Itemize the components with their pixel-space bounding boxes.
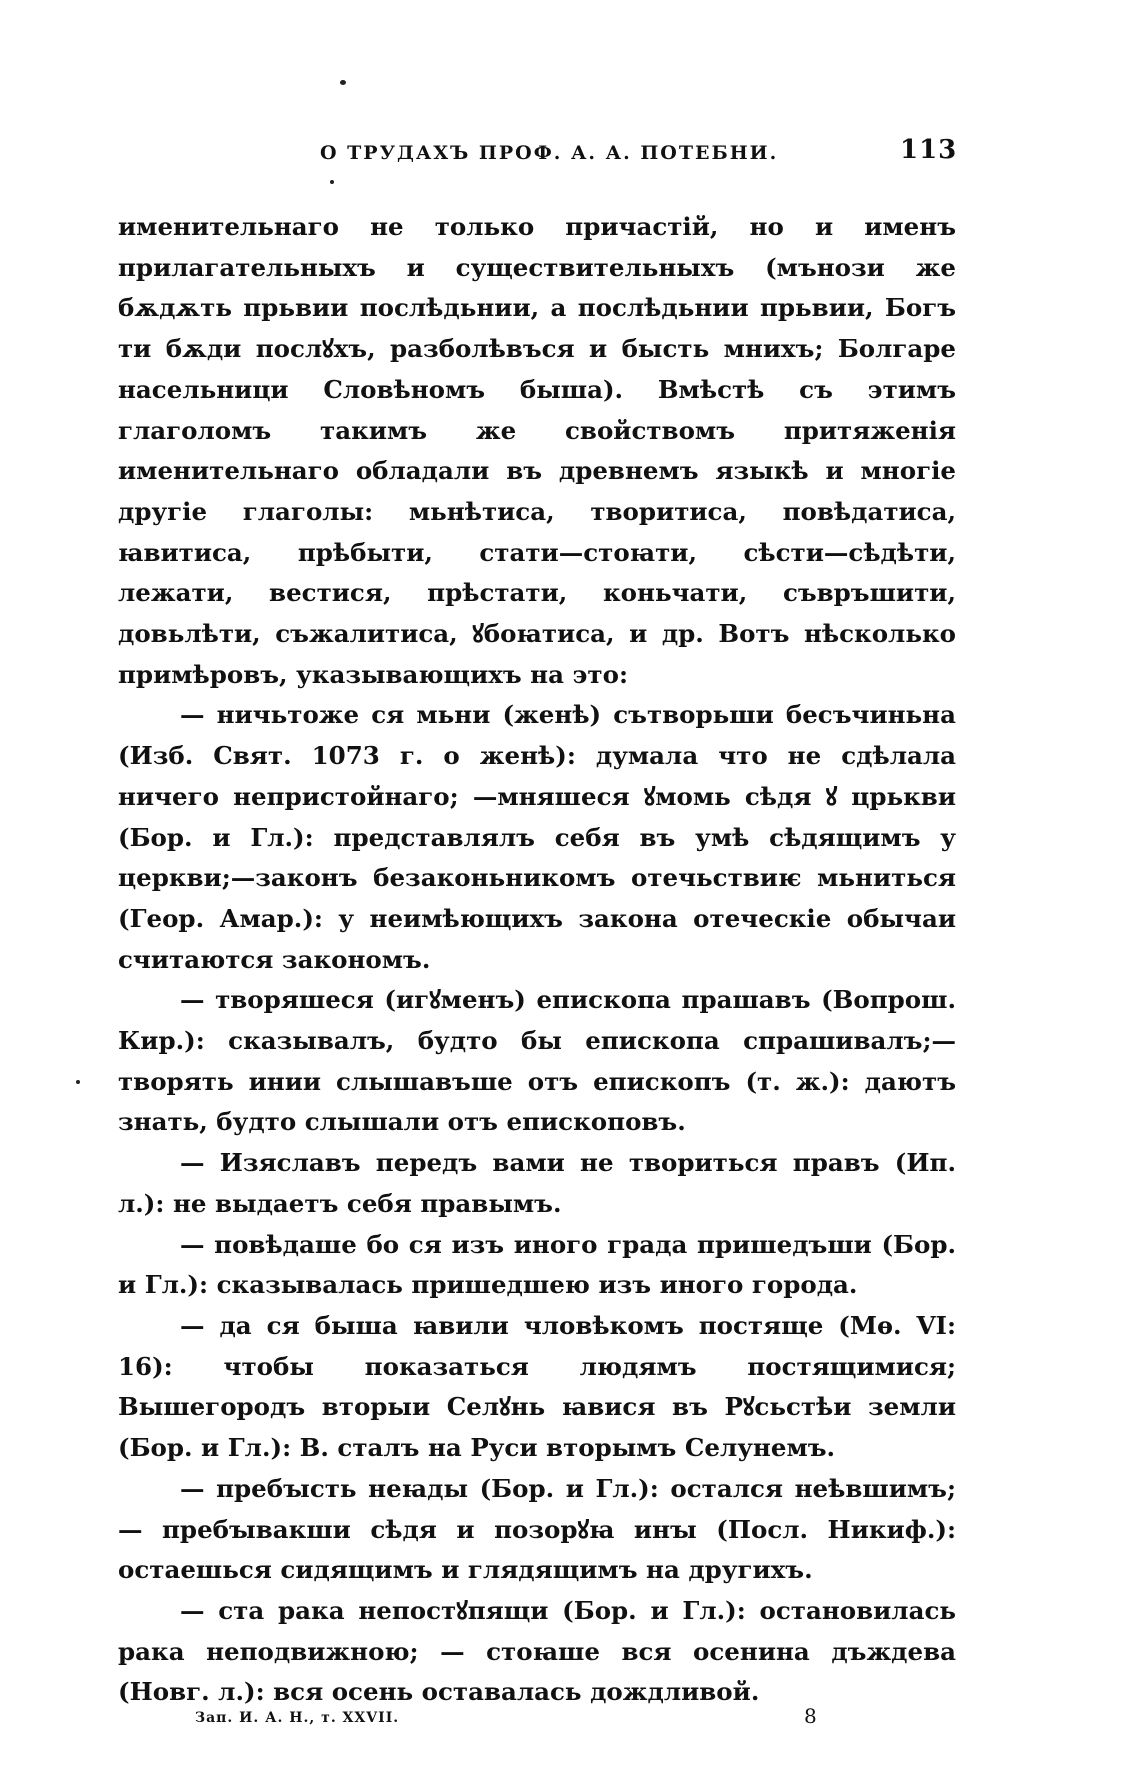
footer-signature: Зап. И. А. Н., т. XXVII. [195, 1710, 400, 1726]
paragraph: — ста рака непостꙋпящи (Бор. и Гл.): остановилась рака неподвижною; — стоꙗше вся осенина дъждева (Новг. л.): вся осень оставалась дождливой. [118, 1595, 956, 1707]
paragraph: именительнаго не только причастій, но и именъ прилагательныхъ и существительныхъ (мънози же бѫдѫть прьвии послѣдьнии, а послѣдьнии прьвии, Богъ ти бѫди послꙋхъ, разболѣвъся и бысть мнихъ; Болгаре насельници Словѣномъ быша). Вмѣстѣ съ этимъ глаголомъ такимъ же свойствомъ притяженія именительнаго обладали въ древнемъ языкѣ и многіе другіе глаголы: мьнѣтиса, творитиса, повѣдатиса, ꙗвитиса, прѣбыти, стати—стоꙗти, сѣсти—сѣдѣти, лежати, вестися, прѣстати, коньчати, съвръшити, довьлѣти, съжалитиса, ꙋбоꙗтиса, и др. Вотъ нѣсколько примѣровъ, указывающихъ на это: [118, 212, 956, 689]
page-number: 113 [900, 135, 958, 165]
paragraph: — пребꙑсть неꙗды (Бор. и Гл.): остался неѣвшимъ; — пребꙑвакши сѣдя и позорꙋꙗ инꙑ (Посл. Никиф.): остаешься сидящимъ и глядящимъ на другихъ. [118, 1473, 956, 1585]
footer-sheet-number: 8 [804, 1704, 817, 1728]
running-title: О ТРУДАХЪ ПРОФ. А. А. ПОТЕБНИ. [320, 142, 779, 164]
print-speck [340, 80, 346, 85]
paragraph: — Изяславъ передъ вами не твориться правъ (Ип. л.): не выдаетъ себя правымъ. [118, 1148, 956, 1218]
paragraph: — да ся быша ꙗвили чловѣкомъ постяще (Мѳ. VI: 16): чтобы показаться людямъ постящимися; Вышегородъ вторыи Селꙋнь ꙗвися въ Рꙋсьстѣи земли (Бор. и Гл.): В. сталъ на Руси вторымъ Селунемъ. [118, 1310, 956, 1463]
body-text [118, 207, 956, 1713]
print-speck [76, 1080, 80, 1084]
paragraph: — творяшеся (игꙋменъ) епископа прашавъ (Вопрош. Кир.): сказывалъ, будто бы епископа спрашивалъ;—творять инии слышавъше отъ епископъ (т. ж.): даютъ знать, будто слышали отъ епископовъ. [118, 985, 956, 1137]
print-speck [330, 180, 334, 184]
paragraph: — ничьтоже ся мьни (женѣ) сътворьши бесъчиньна (Изб. Свят. 1073 г. о женѣ): думала что не сдѣлала ничего непристойнаго; —мняшеся ꙋмомь сѣдя ꙋ црькви (Бор. и Гл.): представлялъ себя въ умѣ сѣдящимъ у церкви;—законъ безаконьникомъ отечьствиѥ мьниться (Геор. Амар.): у неимѣющихъ закона отеческіе обычаи считаются закономъ. [118, 700, 956, 974]
paragraph: — повѣдаше бо ся изъ иного града пришедъши (Бор. и Гл.): сказывалась пришедшею изъ иного города. [118, 1229, 956, 1300]
